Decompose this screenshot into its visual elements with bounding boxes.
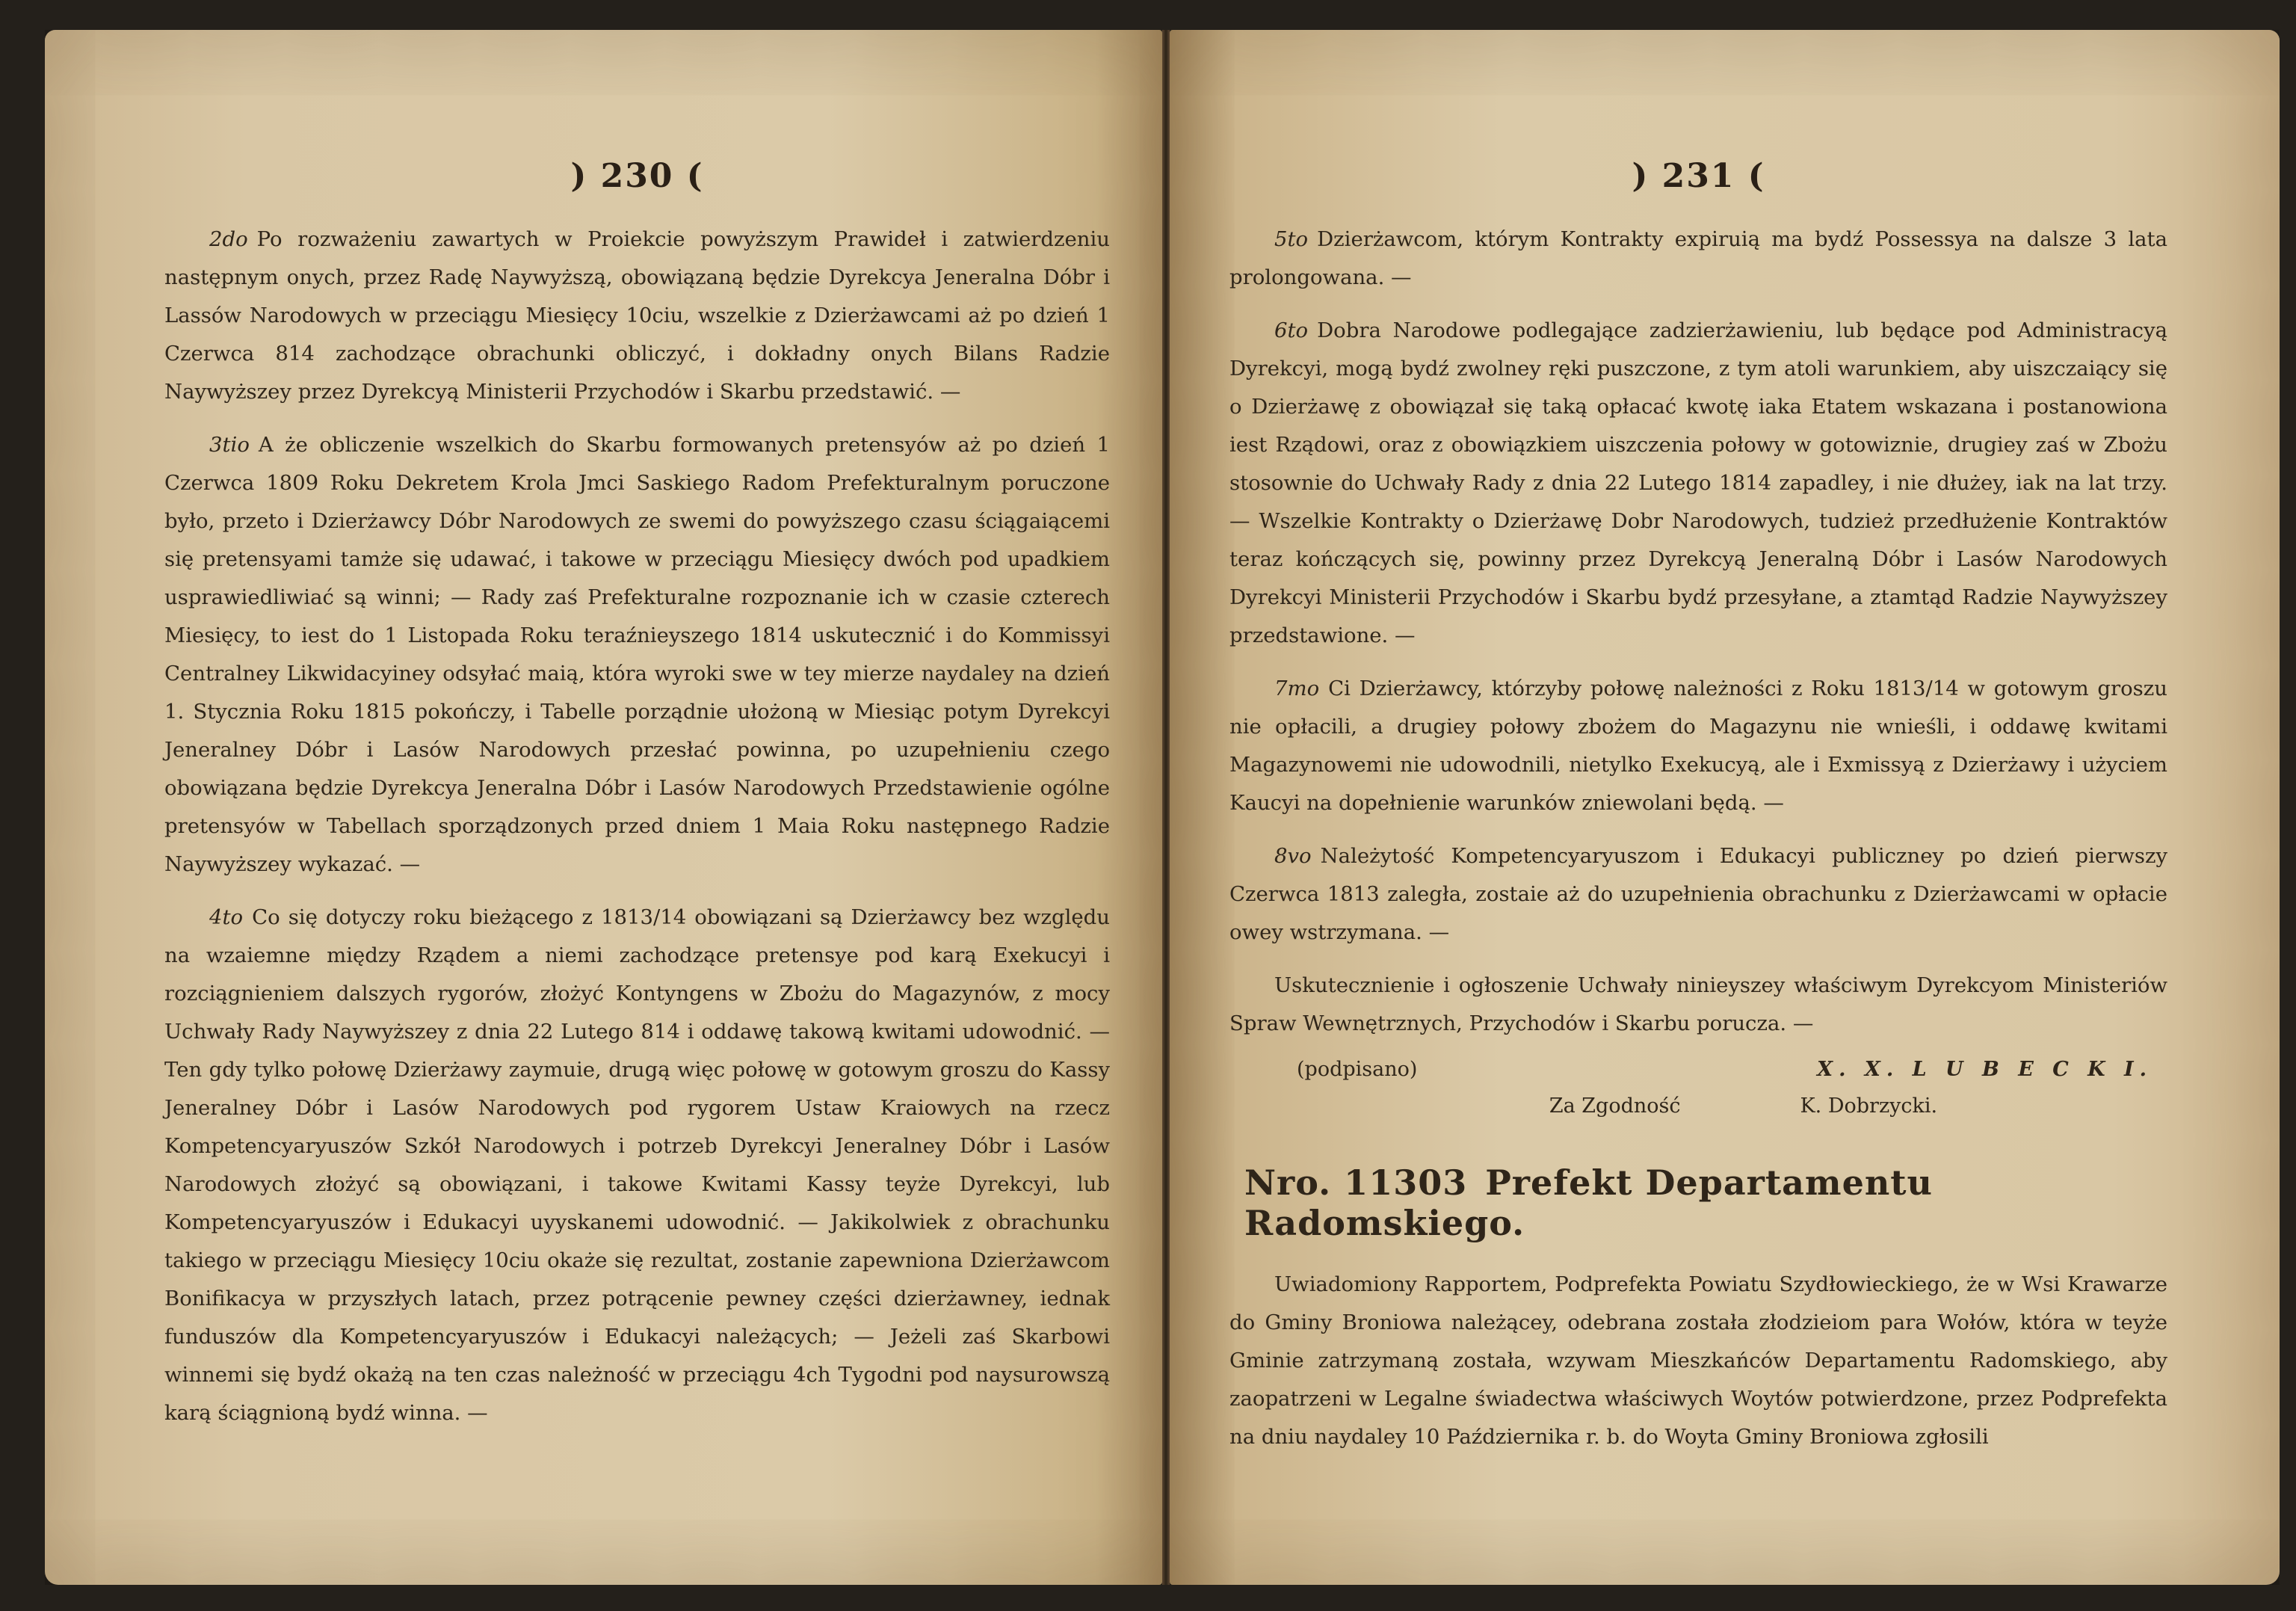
paragraph-8vo xyxy=(1229,837,2167,952)
paragraph-uskutecznienie xyxy=(1229,967,2167,1043)
signatory-names: X. X. L U B E C K I. xyxy=(1817,1058,2152,1081)
section-heading xyxy=(1244,1162,2167,1243)
signature-row xyxy=(1229,1058,2167,1081)
paragraph-text: Co się dotyczy roku bieżącego z 1813/14 obowiązani są Dzierżawcy bez względu na wzaiemne między Rządem a niemi zachodzące pretensye pod karą Exekucyi i rozciągnieniem dalszych rygorów, złożyć Kontyngens w Zbożu do Magazynów, z mocy Uchwały Rady Naywyższey z dnia 22 Lutego 814 i oddawę takową kwitami udowodnić. — Ten gdy tylko połowę Dzierżawy zaymuie, drugą więc połowę w gotowym groszu do Kassy Jeneralney Dóbr i Lasów Narodowych pod rygorem Ustaw Kraiowych na rzecz Kompetencyaryuszów Szkół Narodowych i potrzeb Dyrekcyi Jeneralney Dóbr i Lasów Narodowych złożyć są obowiązani, i takowe Kwitami Kassy teyże Dyrekcyi, lub Kompetencyaryuszów i Edukacyi uyyskanemi udowodnić. — Jakikolwiek z obrachunku takiego w przeciągu Miesięcy 10ciu okaże się rezultat, zostanie zapewniona Dzierżawcom Bonifikacya w przyszłych latach, przez potrącenie pewney części dzierżawney, iednak funduszów dla Kompetencyaryuszów i Edukacyi należących; — Jeżeli zaś Skarbowi winnemi się bydź okażą na ten czas należność w przeciągu 4ch Tygodni pod naysurowszą karą ściągnioną bydź winna. — xyxy=(164,905,1110,1425)
paragraph-number: 2do xyxy=(209,227,248,251)
paragraph-number: 5to xyxy=(1274,227,1309,251)
book-spread xyxy=(45,30,2280,1585)
page-number-left: ) 230 ( xyxy=(570,157,704,195)
za-zgodnosc-label: Za Zgodność xyxy=(1549,1094,1681,1118)
paragraph-text: Uskutecznienie i ogłoszenie Uchwały ninieyszey właściwym Dyrekcyom Ministeriów Spraw Wewnętrznych, Przychodów i Skarbu porucza. — xyxy=(1229,973,2167,1035)
paragraph-text: A że obliczenie wszelkich do Skarbu formowanych pretensyów aż po dzień 1 Czerwca 1809 Roku Dekretem Krola Jmci Saskiego Radom Prefekturalnym poruczone było, przeto i Dzierżawcy Dóbr Narodowych ze swemi do powyższego czasu ściągaiącemi się pretensyami tamże się udawać, i takowe w przeciągu Miesięcy dwóch pod upadkiem usprawiedliwiać są winni; — Rady zaś Prefekturalne rozpoznanie ich w czasie czterech Miesięcy, to iest do 1 Listopada Roku teraźnieyszego 1814 uskutecznić i do Kommissyi Centralney Likwidacyiney odsyłać maią, która wyroki swe w tey mierze naydaley na dzień 1. Stycznia Roku 1815 pokończy, i Tabelle porządnie ułożoną w Miesiąc potym Dyrekcyi Jeneralney Dóbr i Lasów Narodowych przesłać powinna, po uzupełnieniu czego obowiązana będzie Dyrekcya Jeneralna Dóbr i Lasów Narodowych Przedstawienie ogólne pretensyów w Tabellach sporządzonych przed dniem 1 Maia Roku następnego Radzie Naywyższey wykazać. — xyxy=(164,433,1110,876)
paragraph-5to xyxy=(1229,221,2167,297)
podpisano-label: (podpisano) xyxy=(1297,1058,1418,1081)
paragraph-4to xyxy=(164,899,1110,1432)
book-spine xyxy=(1162,30,1170,1585)
paragraph-number: 3tio xyxy=(209,433,250,457)
paragraph-number: 4to xyxy=(209,905,244,929)
paragraph-uwiadomiony xyxy=(1229,1266,2167,1456)
paragraph-number: 8vo xyxy=(1274,844,1312,868)
copy-signer: K. Dobrzycki. xyxy=(1800,1094,1938,1118)
left-page xyxy=(45,30,1162,1585)
paragraph-text: Dobra Narodowe podlegające zadzierżawieniu, lub będące pod Administracyą Dyrekcyi, mogą bydź zwolney ręki puszczone, z tym atoli warunkiem, aby uiszczaiący się o Dzierżawę z obowiązał się taką opłacać kwotę iaka Etatem wskazana i postanowiona iest Rządowi, oraz z obowiązkiem uiszczenia połowy w gotowiznie, drugiey zaś w Zbożu stosownie do Uchwały Rady z dnia 22 Lutego 1814 zapadley, i nie dłużey, iak na lat trzy. — Wszelkie Kontrakty o Dzierżawę Dobr Narodowych, tudzież przedłużenie Kontraktów teraz kończących się, powinny przez Dyrekcyą Jeneralną Dóbr i Lasów Narodowych Dyrekcyi Ministerii Przychodów i Skarbu bydź przesyłane, a ztamtąd Radzie Naywyższey przedstawione. — xyxy=(1229,318,2167,647)
paragraph-text: Należytość Kompetencyaryuszom i Edukacyi publiczney po dzień pierwszy Czerwca 1813 zaległa, zostaie aż do uzupełnienia obrachunku z Dzierżawcami w opłacie owey wstrzymana. — xyxy=(1229,844,2167,944)
right-page xyxy=(1170,30,2280,1585)
paragraph-text: Uwiadomiony Rapportem, Podprefekta Powiatu Szydłowieckiego, że w Wsi Krawarze do Gminy Broniowa należącey, odebrana została złodzieiom para Wołów, która w teyże Gminie zatrzymaną została, wzywam Mieszkańców Departamentu Radomskiego, aby zaopatrzeni w Legalne świadectwa właściwych Woytów potwierdzone, przez Podprefekta na dniu naydaley 10 Października r. b. do Woyta Gminy Broniowa zgłosili xyxy=(1229,1272,2167,1449)
paragraph-text: Po rozważeniu zawartych w Proiekcie powyższym Prawideł i zatwierdzeniu następnym onych, przez Radę Naywyższą, obowiązaną będzie Dyrekcya Jeneralna Dóbr i Lassów Narodowych w przeciągu Miesięcy 10ciu, wszelkie z Dzierżawcami aż po dzień 1 Czerwca 814 zachodzące obrachunki obliczyć, i dokładny onych Bilans Radzie Naywyższey przez Dyrekcyą Ministerii Przychodów i Skarbu przedstawić. — xyxy=(164,227,1110,404)
heading-title: Prefekt Departamentu Radomskiego. xyxy=(1244,1162,1933,1243)
paragraph-3tio xyxy=(164,426,1110,884)
paragraph-text: Dzierżawcom, którym Kontrakty expiruią ma bydź Possessya na dalsze 3 lata prolongowana. — xyxy=(1229,227,2167,289)
page-number-right: ) 231 ( xyxy=(1632,157,1765,195)
paragraph-6to xyxy=(1229,312,2167,655)
heading-number: Nro. 11303 xyxy=(1244,1162,1468,1203)
paragraph-number: 6to xyxy=(1274,318,1309,342)
paragraph-7mo xyxy=(1229,670,2167,822)
paragraph-2do xyxy=(164,221,1110,411)
paragraph-number: 7mo xyxy=(1274,677,1320,700)
paragraph-text: Ci Dzierżawcy, którzyby połowę należności z Roku 1813/14 w gotowym groszu nie opłacili, a drugiey połowy zbożem do Magazynu nie wnieśli, i oddawę kwitami Magazynowemi nie udowodnili, nietylko Exekucyą, ale i Exmissyą z Dzierżawy i użyciem Kaucyi na dopełnienie warunków zniewolani będą. — xyxy=(1229,677,2167,815)
attestation-row xyxy=(1229,1094,2167,1118)
